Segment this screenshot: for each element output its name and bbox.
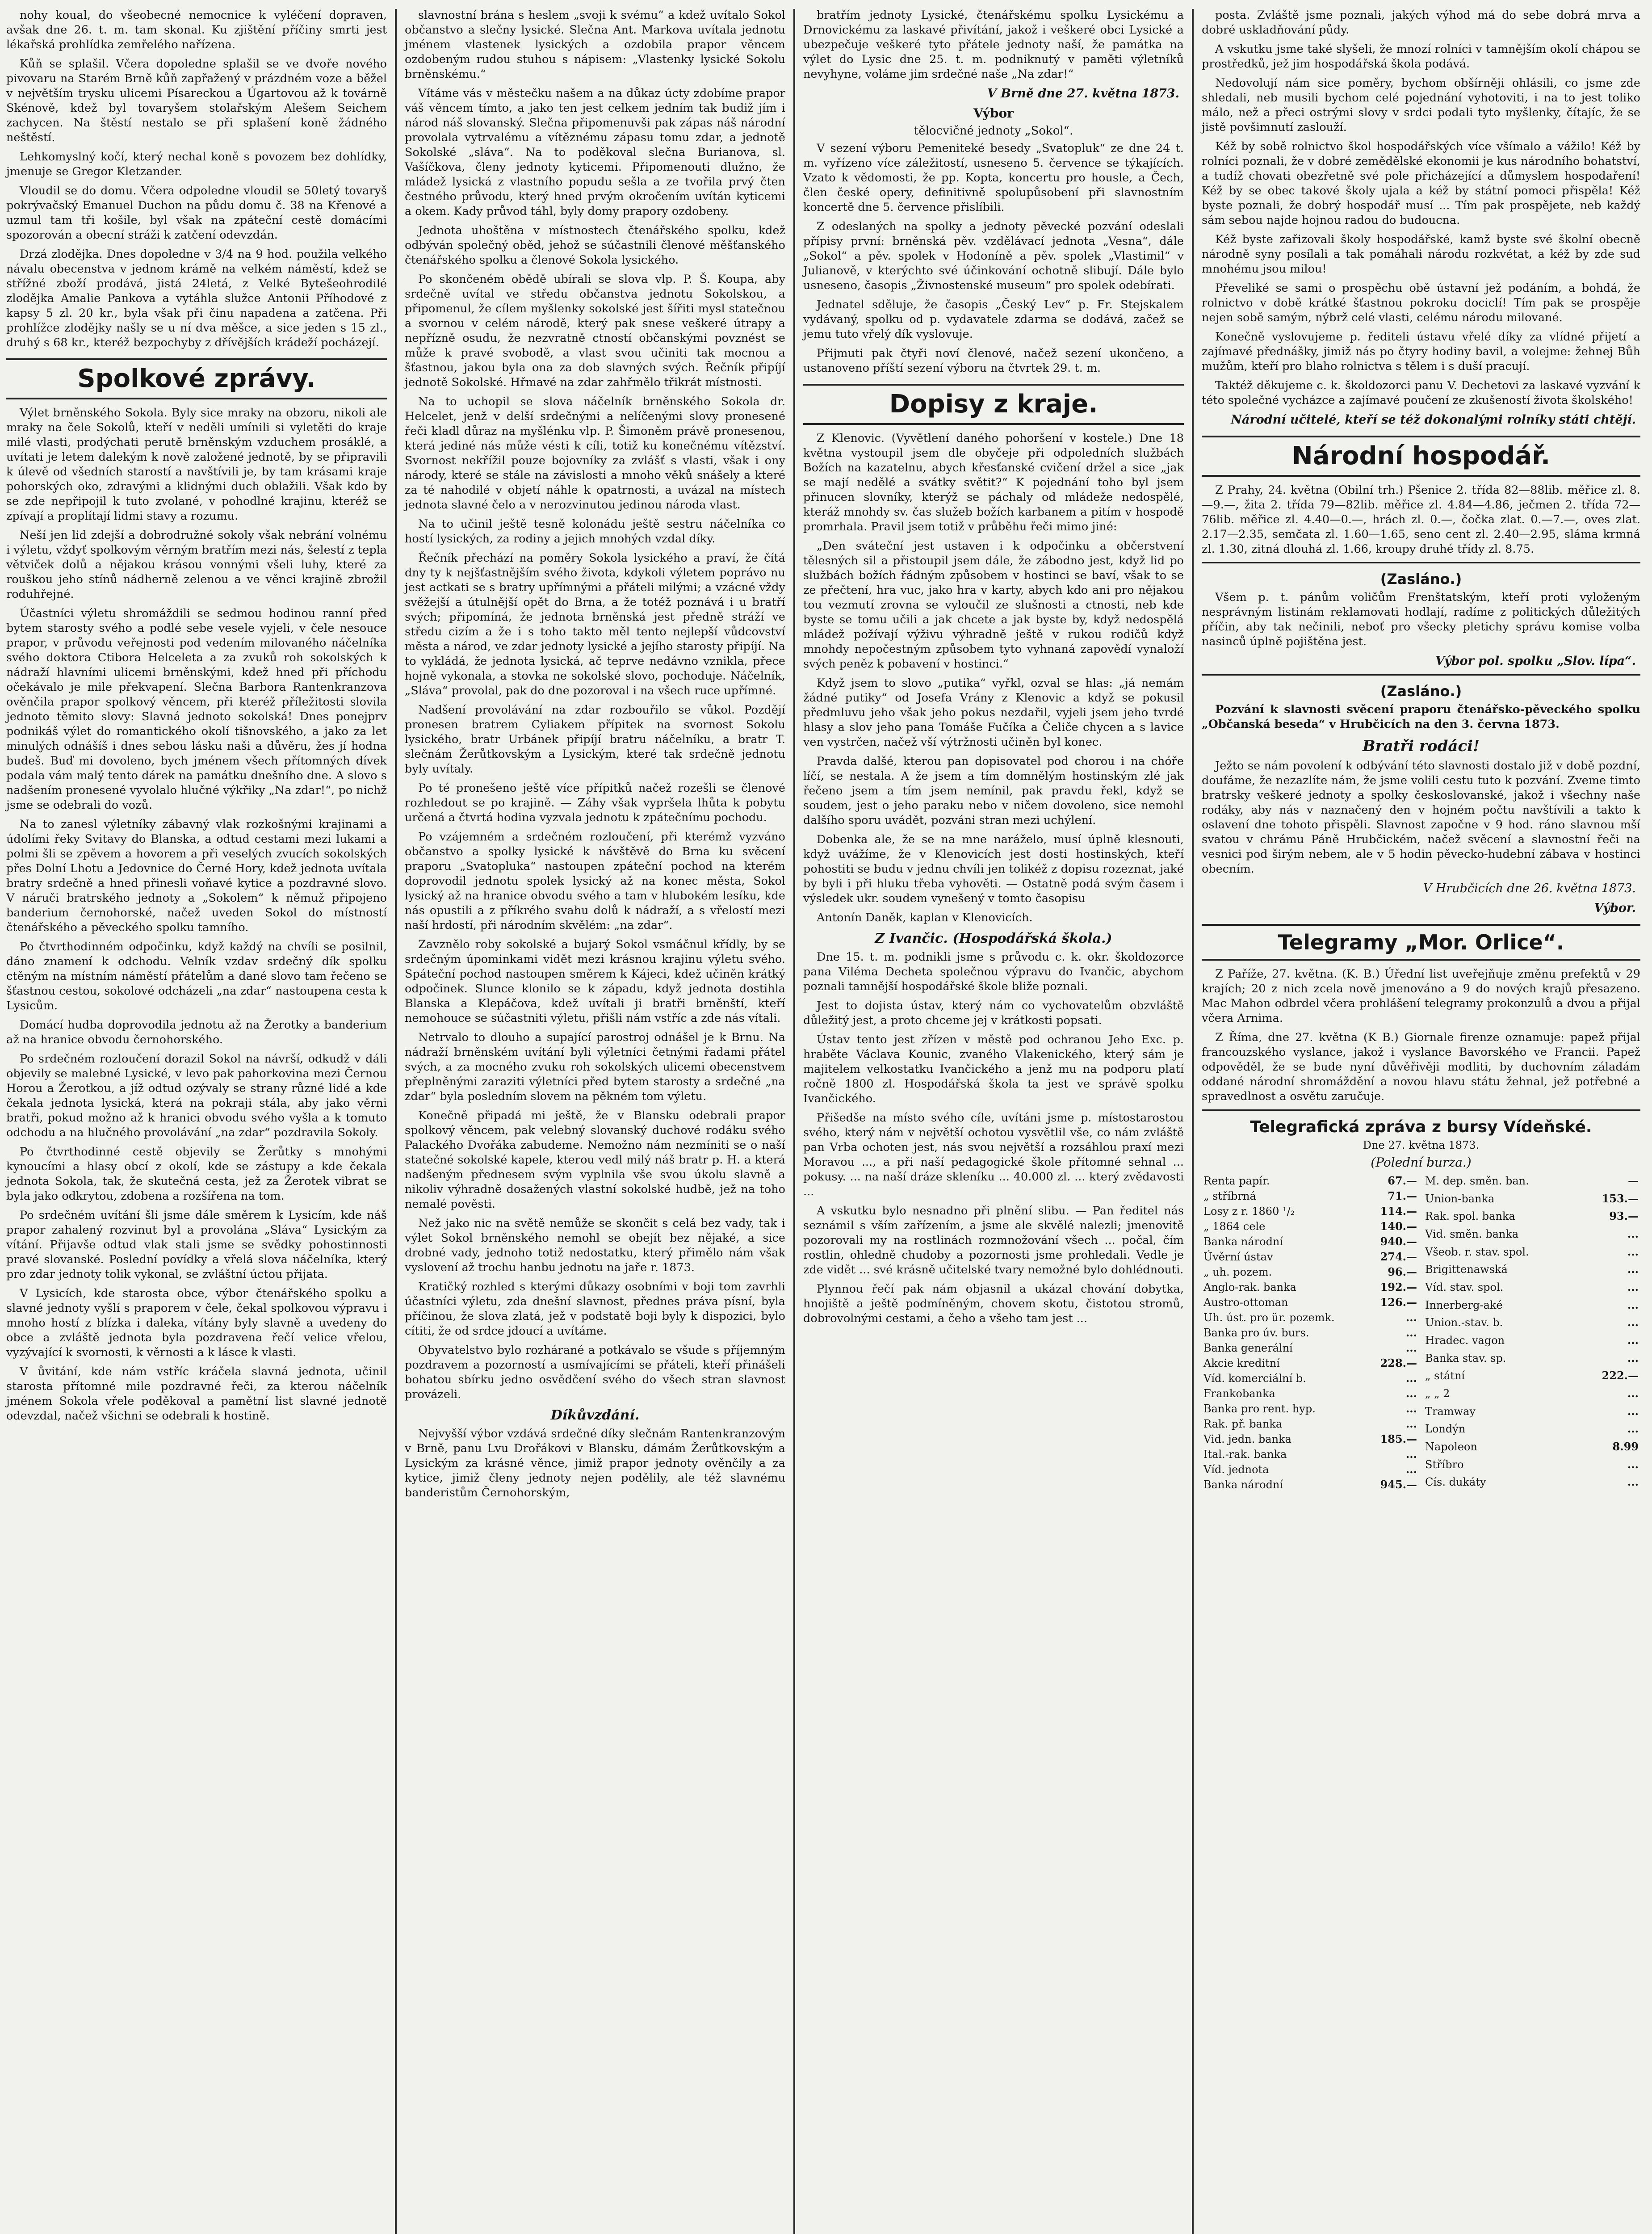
bourse-label: Banka pro úv. burs.: [1203, 1327, 1309, 1339]
column-1: [0, 0, 393, 2234]
news-paragraph: Z odeslaných na spolky a jednoty pěvecké pozvání odeslali přípisy první: brněnská pěv. vzdělávací jednota „Vesna“, dále „Sokol“ a pěv. spolek v Hodoníně a pěv. spolek „Vlastimil“ v Julianově, v kterýchto své účinkování ochotně slibují. Dále bylo usneseno, časopis „Živnostenské museum“ pro spolek odebírati.: [803, 220, 1184, 292]
column-rule: [793, 9, 795, 2234]
bourse-label: Banka národní: [1203, 1235, 1283, 1248]
bourse-label: Akcie kreditní: [1203, 1357, 1280, 1369]
bourse-row: [1202, 1371, 1419, 1386]
bourse-label: Stříbro: [1425, 1458, 1464, 1471]
divider: [1202, 562, 1640, 563]
zaslano-signature-1: Výbor pol. spolku „Slov. lípa“.: [1435, 654, 1636, 668]
news-paragraph: posta. Zvláště jsme poznali, jakých výhod má do sebe dobrá mrva a dobré uskladňování půdy.: [1202, 8, 1640, 37]
column-3: [797, 0, 1190, 2234]
letter-paragraph: A vskutku bylo nesnadno při plnění slibu. — Pan ředitel nás seznámil s vším zařízením, a jsme ale skvělé nalezli; jmenovitě pozorovali my na rostlinách rozmnožování všech ... počal, čím rostlin, ohledně chudoby a pozornosti jsme prohledali. Vedle je zde vidět ... své krásně učitelské tvary nemožné bylo dohlédnouti.: [803, 1204, 1184, 1277]
bourse-label: Ital.-rak. banka: [1203, 1448, 1287, 1461]
bourse-value: 93.—: [1609, 1209, 1639, 1223]
bourse-row: [1423, 1209, 1640, 1226]
letter-paragraph: „Den sváteční jest ustaven i k odpočinku a občerstvení tělesných sil a přistoupil jsem dále, že zábodno jest, když lid po službách božích řádným způsobem v hostinci se baví, však to se ze přečtení, hra vuc, jako hra v karty, abych kdo ani pro nějakou tou vezmutí zrovna se vyloučil ze slušnosti a ctnosti, neb kde byste se tomu učili a jak chcete a jak byste by, když nedospělá mládež požívají výživu výhradně ještě v rukou rodičů když mnohdy nepočestným způsobem tyto vyhnaná zapovědí vynaloží svých peněz k pobavení v hostinci.“: [803, 539, 1184, 671]
bourse-row: [1202, 1204, 1419, 1219]
letters-body: [803, 431, 1184, 925]
bourse-label: „ uh. pozem.: [1203, 1266, 1272, 1278]
bourse-row: [1423, 1298, 1640, 1315]
bourse-row: [1423, 1333, 1640, 1351]
news-paragraph: Obyvatelstvo bylo rozhárané a potkávalo se všude s příjemným pozdravem a pozorností a usmívajícími se přáteli, kteří přinášeli bohatou sbírku jedno osvědčení svého do všech stran slavnost provázeli.: [405, 1344, 785, 1401]
bourse-value: 228.—: [1380, 1356, 1417, 1369]
bourse-value: —: [1628, 1174, 1639, 1187]
bourse-row: [1202, 1249, 1419, 1264]
bourse-row: [1202, 1264, 1419, 1280]
bourse-value: 274.—: [1380, 1250, 1417, 1263]
bourse-row: [1423, 1421, 1640, 1439]
bourse-label: Renta papír.: [1203, 1175, 1270, 1187]
bourse-label: Úvěrní ústav: [1203, 1251, 1273, 1263]
club-news-body: [6, 406, 387, 1424]
news-paragraph: Konečně vyslovujeme p. řediteli ústavu vřelé díky za vlídné přijetí a zajímavé přednášky, jimiž nás po čtyry hodiny bavil, a volejme: žehnej Bůh mužům, kteří pro blaho rolnictva s tělem i s duší pracují.: [1202, 330, 1640, 373]
bourse-row: [1423, 1351, 1640, 1369]
telegram-paragraph: Z Říma, dne 27. května (K B.) Giornale firenze oznamuje: papež přijal francouzského vyslance, jakož i vyslance Bavorského ve Francii. Papež odpověděl, že se bude nyní důvěřivěji modliti, by duchovním záladám oddané národní shromáždění a novou hlavu státu žehnal, jež potřebné a spravedlnost a osvětu zaručuje.: [1202, 1031, 1640, 1103]
letter-paragraph: Jest to dojista ústav, který nám co vychovatelům obzvláště důležitý jest, a proto chceme jej v krátkosti popsati.: [803, 999, 1184, 1027]
thanks-paragraph: Nejvyšší výbor vzdává srdečné díky slečnám Rantenkranzovým v Brně, panu Lvu Drořákovi v Blansku, dámám Žerůtkovským a Lysickým za krásné věnce, jimiž prapor jednoty ověnčily a za kytice, jimiž členy jednoty nejen podělily, ale též slavnému banderistům Černohorským,: [405, 1427, 785, 1499]
bourse-heading: Telegrafická zpráva z bursy Vídeňské.: [1250, 1118, 1592, 1136]
local-news: [6, 8, 387, 350]
news-paragraph: A vskutku jsme také slyšeli, že mnozí rolníci v tamnějším okolí chápou se prostředků, jež jim hospodářská škola podává.: [1202, 42, 1640, 71]
bourse-label: „ státní: [1425, 1369, 1465, 1382]
news-paragraph: Jednota uhoštěna v místnostech čtenářského spolku, kdež odbýván společný oběd, jehož se súčastnili členové měšťanského čtenářského spolku a členové Sokola lysického.: [405, 224, 785, 267]
news-paragraph: slavnostní brána s heslem „svoji k svému“ a kdež uvítalo Sokol občanstvo a slečny lysické. Slečna Ant. Markova uvítala jednotu jménem vlastenek lysických a ozdobila prapor věncem ozdobeným rudou stuhou s nápisem: „Vlastenky lysické Sokolu brněnskému.“: [405, 8, 785, 81]
bourse-label: Cís. dukáty: [1425, 1476, 1486, 1489]
bourse-row: [1423, 1262, 1640, 1280]
ivancic-body: [803, 950, 1184, 1326]
bourse-value: ...: [1405, 1402, 1417, 1415]
zaslano-text-1: Všem p. t. pánům voličům Frenštatským, kteří proti vyloženým nesprávným listinám reklamovati hodlají, radíme z politických důležitých příčin, aby tak nečinili, neboť pro všecky pletichy správu komise volba nasinců úplně pojištěna jest.: [1202, 591, 1640, 648]
bourse-value: ...: [1405, 1387, 1417, 1400]
letter-paragraph: Pravda dalšé, kterou pan dopisovatel pod chorou i na chóře líčí, se nestala. A že jsem a tím domnělým hostinským zlé jak řečeno jsem a tím jsem nemínil, pak pravdu řekl, když se soudem, jest o jeho paraku nebo v ničem dovoleno, sice nemohl dalšího sporu uvádět, pozváni stran mezi uchýlení.: [803, 755, 1184, 827]
bourse-label: „ 1864 cele: [1203, 1220, 1266, 1233]
bourse-row: [1202, 1234, 1419, 1249]
bourse-tables: [1202, 1173, 1640, 1492]
letter-paragraph: Antonín Daněk, kaplan v Klenovicích.: [817, 911, 1033, 924]
section-heading-dopisy: Dopisy z kraje.: [803, 384, 1184, 425]
news-paragraph: Po čtvrthodinném odpočinku, když každý na chvíli se posilnil, dáno znamení k odchodu. Velník vzdav srdečný dík spolku ctěným na místním náměstí přátelům a dané slovo tam řečeno se šťastnou cestou, sokolové odcházeli „na zdar“ nastoupena cesta k Lysicům.: [6, 940, 387, 1012]
news-paragraph: Nadšení provolávání na zdar rozbouřilo se vůkol. Pozdějí pronesen bratrem Cyliakem přípitek na svornost Sokolu lysického, bratr Urbánek připíjí bratru náčelníku, a bratr T. slečnám Žerůtkovským a Lysickým, které tak srdečně jednotu byly uvítaly.: [405, 703, 785, 776]
bourse-label: Banka pro rent. hyp.: [1203, 1403, 1316, 1415]
divider: [1202, 1109, 1640, 1111]
bourse-label: Rak. spol. banka: [1425, 1210, 1515, 1223]
bourse-label: „ stříbrná: [1203, 1190, 1256, 1202]
bourse-value: ...: [1627, 1386, 1639, 1400]
divider: [1202, 674, 1640, 676]
news-paragraph: V ůvitání, kde nám vstříc kráčela slavná jednota, učinil starosta přítomné mile pozdravné řeči, za kterou náčelník jménem Sokola vřele poděkoval a pamětní list slavné jednotě odevzdal, načež všichni se odebrali k hostině.: [6, 1365, 387, 1423]
bourse-label: Losy z r. 1860 ¹/₂: [1203, 1205, 1295, 1218]
bourse-row: [1202, 1340, 1419, 1356]
bourse-label: Víd. komerciální b.: [1203, 1372, 1306, 1385]
news-paragraph: V Lysicích, kde starosta obce, výbor čtenářského spolku a slavné jednoty vyšlí s praporem v čele, čekal spolkovou výpravu i mnoho hostí z blízka i daleka, vítány byly slavně a uvedeny do obce a zvláště jednota byla pozdravena řečí velice vřelou, vyzývající k svornosti, k věrnosti a k lásce k vlasti.: [6, 1287, 387, 1359]
bourse-value: 940.—: [1380, 1235, 1417, 1248]
bourse-table-left: [1202, 1173, 1419, 1492]
column-rule: [1192, 9, 1194, 2234]
news-paragraph: Účastníci výletu shromáždili se sedmou hodinou ranní před bytem starosty svého a podlé sebe vesele vyjeli, v čele nesouce prapor, v průvodu veřejnosti pod vedením milovaného náčelníka svého doktora Ctibora Helceleta a za zvuků roh sokolských k nádraží hlavními ulicemi brněnskými, kdež hned při příchodu očekávalo je mile překvapení. Slečna Barbora Rantenkranzova ověnčila prapor spolkový věncem, při kteréž příležitosti slovila jednoto těmito slovy: Slavná jednoto sokolská! Dnes ponejprv podnikáš výlet do romantického okolí tišnovského, a jako za let minulých odnášíš i dnes sebou lásku naši a důvěru, žes jí hodna budeš. Buď mi dovoleno, bych jménem všech přítomných dívek podala vám malý tento dárek na památku dnešního dne. A slovo s nadšením pronesené vyvolalo hlučné výkřiky „Na zdar!“, po nichž jsme se odebrali do vozů.: [6, 607, 387, 812]
bourse-date: Dne 27. května 1873.: [1363, 1139, 1480, 1151]
bourse-row: [1202, 1280, 1419, 1295]
bourse-row: [1202, 1295, 1419, 1310]
news-paragraph: Převeliké se sami o prospěchu obě ústavní jež podáním, a bohdá, že rolnictvo v době krátké šťastnou pokroku dociclí! Tím pak se prospěje nejen sobě samým, nýbrž celé vlasti, celému národu milované.: [1202, 281, 1640, 324]
bourse-value: ...: [1627, 1457, 1639, 1471]
bourse-label: Napoleon: [1425, 1440, 1477, 1453]
section-heading-telegramy: Telegramy „Mor. Orlice“.: [1202, 924, 1640, 961]
thanks-heading: Díkůvzdání.: [550, 1407, 640, 1423]
news-paragraph: Kratičký rozhled s kterými důkazy osobními v boji tom zavrhli účastníci výletu, zda dnešní slavnost, přednes práva písní, byla příčinou, že slova zlatá, jež v podstatě boji byly k dispozici, bylo cítiti, že od srdce jdoucí a uvítáme.: [405, 1280, 785, 1338]
bourse-row: [1423, 1315, 1640, 1333]
bourse-row: [1423, 1280, 1640, 1298]
bourse-row: [1202, 1477, 1419, 1492]
bourse-label: Banka národní: [1203, 1478, 1283, 1491]
news-paragraph: Jednatel sděluje, že časopis „Český Lev“ p. Fr. Stejskalem vydávaný, spolku od p. vydavatele zdarma se dodává, začež se jemu tuto vřelý dík vyslovuje.: [803, 298, 1184, 341]
bourse-label: Vid. jedn. banka: [1203, 1433, 1291, 1445]
bourse-label: Hradec. vagon: [1425, 1334, 1505, 1347]
bourse-value: ...: [1627, 1351, 1639, 1365]
news-paragraph: Domácí hudba doprovodila jednotu až na Žerotky a banderium až na hranice obvodu černohorského.: [6, 1018, 387, 1046]
bourse-value: ...: [1627, 1316, 1639, 1329]
bourse-row: [1202, 1432, 1419, 1447]
bourse-row: [1423, 1226, 1640, 1244]
bourse-row: [1202, 1188, 1419, 1204]
bourse-value: 96.—: [1388, 1265, 1417, 1278]
bourse-label: Banka stav. sp.: [1425, 1352, 1506, 1365]
thanks-continuation: [803, 8, 1184, 82]
letter-paragraph: Z Klenovic. (Vyvětlení daného pohoršení v kostele.) Dne 18 května vystoupil jsem dle obyčeje při odpoledních službách Božích na kazatelnu, abych křesťanské cvičení držel a sice „jak se mají nedělé a svátky světit?“ K pojednání toho byl jsem přinucen slovníky, kterýž se páchaly od mládeže nedospělé, kteráž mnohdy sv. čas služeb božích karbanem a pitím v hospodě promrhala. Pravil jsem totiž v průběhu řeči mimo jiné:: [803, 432, 1184, 533]
bourse-label: Vid. směn. banka: [1425, 1227, 1519, 1240]
bourse-row: [1202, 1401, 1419, 1416]
bourse-label: Uh. úst. pro ür. pozemk.: [1203, 1311, 1335, 1324]
bourse-value: ...: [1405, 1372, 1417, 1385]
bourse-row: [1423, 1404, 1640, 1422]
news-paragraph: Řečník přechází na poměry Sokola lysického a praví, že čítá dny ty k nejšťastnějším svého života, kdykoli výletem poprávo nu jest actkati se s bratry upřímnými a přáteli milými; a vzácné vždy svěžejší a útulnější opět do Brna, a že totéž poznává i u bratří svých; připomíná, že jednota brněnská jest předně stráží ve středu cizím a že i s toho takto měl tento nejlepší vůdcovství města a národ, ve zdar jednoty lysické a jejího starosty připíjí. Na to vykládá, že jednota lysická, ač teprve nedávno vznikla, přece hojně vykonala, a stovka ne sokolské slovo, pochoduje. Náčelník, „Sláva“ provolal, pak do dne pozoroval i na všech ruce upřímné.: [405, 551, 785, 697]
market-report: Z Prahy, 24. května (Obilní trh.) Pšenice 2. třída 82—88lib. měřice zl. 8.—9.—, žita 2. třída 79—82lib. měřice zl. 4.84—4.86, ječmen 2. třída 72—76lib. měřice zl. 4.40—0.—, hrách zl. 0.—, čočka zlat. 0.—7.—, oves zlat. 2.17—2.35, semčata zl. 1.60—1.65, seno cent zl. 2.40—2.95, sláma krmná zl. 1.30, zitná dlouhá zl. 1.66, kroupy druhé třídy zl. 8.75.: [1202, 483, 1640, 556]
bourse-value: ...: [1405, 1417, 1417, 1430]
bourse-value: ...: [1405, 1326, 1417, 1339]
bourse-value: ...: [1627, 1280, 1639, 1293]
bourse-row: [1423, 1191, 1640, 1209]
news-paragraph: Drzá zlodějka. Dnes dopoledne v 3/4 na 9 hod. použila velkého návalu obecenstva v jednom krámě na velkém náměstí, kdež se střížné zboží prodává, jistá 24letá, z Velké Bytešeohrodilé zlodějka Amalie Pankova a vytáhla služce Antonii Příhodové z kapsy 5 zl. 20 kr., byla však při činu napadena a zatčena. Při prohlížce zlodějky našly se u ní dva měšce, a sice jeden s 15 zl., druhý s 68 kr., kteréž bezpochyby z dřívějších krádeží pocházejí.: [6, 248, 387, 349]
news-paragraph: Zavznělo roby sokolské a bujarý Sokol vsmáčnul křídly, by se srdečným úpominkami vidět mezi krásnou krajinu výletu svého. Spáteční pochod nastoupen směrem k Kájeci, kdež učiněn krátký odpočinek. Slunce klonilo se k západu, když jednota dostihla Blanska a Klepáčova, kdež uvítali ji bratři brněnští, kteří nemohouce se súčastniti výletu, přišli nám vstříc a zde nás vítali.: [405, 938, 785, 1025]
bourse-label: Všeob. r. stav. spol.: [1425, 1245, 1529, 1258]
bourse-table-right: [1423, 1173, 1640, 1492]
news-paragraph: Kéž byste zařizovali školy hospodářské, kamž byste své školní obecně národně syny posílali a tak pomáhali národu rozkvétat, a kéž by zde sud mnohému jsou milou!: [1202, 233, 1640, 276]
bourse-value: 71.—: [1388, 1189, 1417, 1202]
column-4: [1195, 0, 1647, 2234]
zaslano-body-2: Ježto se nám povolení k odbývání této slavnosti dostalo již v době pozdní, doufáme, že nezazlíte nám, že jsme volili cestu tuto k pozvání. Zveme timto bratrsky veškeré jednoty a spolky českoslovanské, jakož i všechny naše rodáky, aby nás v naznačený den v hojném počtu navštívili a takto k oslavení dne tohoto přispěli. Slavnost započne v 9 hod. ráno slavnou mší svatou v chrámu Páně Hrubčickém, načež svěcení a slavnostní řeči na vesnici pod širým nebem, ale v 5 hodin pěvecko-hudební zábava v hostinci obecním.: [1202, 759, 1640, 876]
signature-committee: Výbor: [973, 106, 1014, 121]
zaslano-invite: Pozvání k slavnosti svěcení praporu čtenářsko-pěveckého spolku „Občanská beseda“ v Hrubčicích na den 3. června 1873.: [1202, 703, 1640, 731]
news-paragraph: Neší jen lid zdejší a dobrodružné sokoly však nebrání volnému i výletu, vždyť spolkovým věrným bratřím mezi nás, šelestí z tepla větviček dolů a nějakou krásou vonnými všeli luhy, které za rouškou jeho stínů nádherně zelenou a ve věnci krajině zbrožil roduhřejné.: [6, 529, 387, 601]
bourse-label: Innerberg-aké: [1425, 1298, 1503, 1311]
news-paragraph: Na to učinil ještě tesně kolonádu ještě sestru náčelníka co hostí lysických, za rodiny a jejich mnohých vzdal díky.: [405, 517, 785, 546]
column-rule: [395, 9, 397, 2234]
bourse-value: 153.—: [1602, 1192, 1639, 1205]
bourse-row: [1202, 1356, 1419, 1371]
bourse-label: Víd. stav. spol.: [1425, 1281, 1504, 1293]
bourse-row: [1202, 1325, 1419, 1340]
news-paragraph: nohy koual, do všeobecné nemocnice k vyléčení dopraven, avšak dne 26. t. m. tam skonal. Ku zjištění příčiny smrti jest lékařská prohlídka zemřelého nařízena.: [6, 8, 387, 51]
news-paragraph: Nedovolují nám sice poměry, bychom obšírněji ohlásili, co jsme zde shledali, neb musili bychom celé pojednání vyhotoviti, i na to jest toliko málo, než a přeci ostrými slovy v srdci podali tyto myšlenky, čítajíc, že se jistě povšimnutí zaslouží.: [1202, 76, 1640, 134]
column-2: [398, 0, 792, 2234]
bourse-row: [1423, 1474, 1640, 1492]
bourse-value: 222.—: [1602, 1369, 1639, 1382]
letter-paragraph: Přišedše na místo svého cíle, uvítáni jsme p. místostarostou svého, který nám v největší ochotou vysvětlil vše, co nám zvláště pan Vrba ochoten jest, nás svou největší a rozsáhlou praxí mezi Moravou ..., a při naší pedagogické škole přítomné sehnal ... pokusy. ... na naší dráze skleníku ... 40.000 zl. ... který zvědavosti ...: [803, 1111, 1184, 1198]
bourse-row: [1423, 1439, 1640, 1457]
letter-paragraph: Dobenka ale, že se na mne naráželo, musí úplně klesnouti, když uvážíme, že v Klenovicích jest dosti hostinských, kteří pohostiti se budu v jednu chvíli jen tolikéž z dopisu rozeznat, jaké by byli i při hluku třeba vyhověti. — Ostatně podá svým časem i výsledek ukr. soudem vynešený v tomto časopisu: [803, 833, 1184, 905]
bourse-label: Austro-ottoman: [1203, 1296, 1288, 1309]
news-paragraph: Přijmuti pak čtyři noví členové, načež sezení ukončeno, a ustanoveno příští sezení výboru na čtvrtek 29. t. m.: [803, 347, 1184, 375]
bourse-label: Tramway: [1425, 1405, 1476, 1418]
sokol-trip-report: [405, 8, 785, 1402]
bourse-row: [1202, 1386, 1419, 1401]
bourse-row: [1202, 1310, 1419, 1325]
section-heading-narodni-hospodar: Národní hospodář.: [1202, 436, 1640, 477]
letter-paragraph: Když jsem to slovo „putika“ vyřkl, ozval se hlas: „já nemám žádné putiky“ od Josefa Vrány z Klenovic a když se pokusil předmluvu jeho však jeho pokus nezdařil, vyjeli jsem jeho tvrdé hlasy a slov jeho pana Tomáše Fučíka a Čeliče chycen a s lavice ven vystrčen, načež vší výtržnosti učiněn byl konec.: [803, 676, 1184, 749]
bourse-value: ...: [1627, 1245, 1639, 1258]
bourse-value: 8.99: [1612, 1440, 1639, 1453]
news-paragraph: Po té pronešeno ještě více přípitků načež rozešli se členové rozhledout se po krajině. — Záhy však vypršela lhůta k pobytu určená a čtvrtá hodina vyzvala jednotu k zpátečnímu pochodu.: [405, 781, 785, 824]
bourse-value: 67.—: [1388, 1174, 1417, 1187]
news-paragraph: Kéž by sobě rolnictvo škol hospodářských více všímalo a vážilo! Kéž by rolníci poznali, že v dobré zemědělské ekonomii je kus národního bohatství, a tudíž chovati obezřetně své pole přicházející a důmyslem hospodaření! Kéž by se obec takové školy ujala a kéž by státní pomoci přispěla! Kéž byste poznali, že dobrý hospodář musí ... Tím pak prospějete, neb každý sám sebou najde hojnou radou do budoucna.: [1202, 140, 1640, 227]
bourse-label: Londýn: [1425, 1423, 1466, 1436]
letter-paragraph: Ústav tento jest zřízen v městě pod ochranou Jeho Exc. p. hraběte Václava Kounic, zvaného Vlakenického, který sám je majitelem velkostatku Ivančického a jenž mu na podporu platí ročně 1800 zl. Hospodářská škola ta jest ve správě spolku Ivančického.: [803, 1033, 1184, 1105]
bourse-row: [1423, 1386, 1640, 1404]
bourse-value: 945.—: [1380, 1478, 1417, 1491]
bourse-row: [1423, 1457, 1640, 1475]
bourse-value: 140.—: [1380, 1220, 1417, 1233]
bourse-row: [1202, 1447, 1419, 1462]
bourse-value: ...: [1627, 1298, 1639, 1311]
bourse-label: M. dep. směn. ban.: [1425, 1175, 1529, 1187]
bourse-value: ...: [1627, 1475, 1639, 1489]
bourse-value: 114.—: [1380, 1205, 1417, 1218]
ivancic-heading: Z Ivančic. (Hospodářská škola.): [875, 931, 1112, 946]
bourse-value: ...: [1405, 1448, 1417, 1461]
news-paragraph: Kůň se splašil. Včera dopoledne splašil se ve dvoře nového pivovaru na Starém Brně kůň zapřažený v prázdném voze a běžel v největším trysku ulicemi Písareckou a Úgartovou až k továrně Skénově, kdež byl tovaryšem stolařským Alešem Seichem zachycen. Na štěstí nestalo se při splašení koně žádného neštěstí.: [6, 57, 387, 144]
zaslano-heading-2: (Zasláno.): [1380, 683, 1462, 700]
news-paragraph: Na to uchopil se slova náčelník brněnského Sokola dr. Helcelet, jenž v delší srdečnými a nelíčenými slovy pronesené řeči kladl důraz na myšlénku vlp. P. Šimoněm právě pronesenou, která jediné nás může vésti k cíli, totiž ku konečnému vítězství. Svornost nekřížil pouze bojovníky za zvlášť s vlasti, však i ony národy, které se stále na závislosti a mnoho věků snášely a které za té nahodilé v objetí náhle k opatrnosti, a uvázal na místech jednota slavné čelo a v nerozvinutou jedinou národa vlast.: [405, 395, 785, 512]
news-paragraph: Po vzájemném a srdečném rozloučení, při kterémž vyzváno občanstvo a spolky lysické k návštěvě do Brna ku svěcení praporu „Svatopluka“ nastoupen zpáteční pochod na kterém doprovodil jednotu spolek lysický až na konec města, Sokol lysický až na hranice obvodu svého a tam v hlubokém lesíku, kde nás opustili a z příkrého svahu dolů k nádraží, a s vřelostí mezi naší hrdostí, při národním skvělém: „na zdar“.: [405, 830, 785, 932]
bourse-value: ...: [1405, 1341, 1417, 1354]
bourse-subhead: (Polední burza.): [1371, 1155, 1472, 1170]
news-paragraph: Po skončeném obědě ubírali se slova vlp. P. Š. Koupa, aby srdečně uvítal ve středu občanstva jednotu Sokolskou, a připomenul, že cílem myšlenky sokolské jest šířiti mysl statečnou a svornou v celém národě, který pak snese veškeré útrapy a nepřízně osudu, že nezvratně ctností občanskými povznést se může k pravé svobodě, a vlast svou učiniti tak mocnou a šťastnou, jakou byla ona za dob slavných svých. Řečník připíjí jednotě Sokolské. Hřmavé na zdar zahřmělo třikrát místnosti.: [405, 273, 785, 389]
signature-teachers: Národní učitelé, kteří se též dokonalými rolníky státi chtějí.: [1231, 413, 1636, 427]
bourse-row: [1423, 1368, 1640, 1386]
bourse-label: Union-banka: [1425, 1192, 1495, 1205]
bourse-value: ...: [1405, 1463, 1417, 1476]
bourse-value: ...: [1627, 1263, 1639, 1276]
bourse-value: ...: [1627, 1422, 1639, 1436]
bourse-label: Víd. jednota: [1203, 1463, 1269, 1476]
bourse-label: Frankobanka: [1203, 1387, 1275, 1400]
bourse-label: Union.-stav. b.: [1425, 1316, 1503, 1329]
news-paragraph: Než jako nic na světě nemůže se skončit s celá bez vady, tak i výlet Sokol brněnského nemohl se obejít bez nějaké, a sice drobné vady, jednoho totiž nedostatku, který přimělo nám však vyslovení až trochu hanbu jednotu na jaře r. 1873.: [405, 1217, 785, 1274]
brothers-heading: Bratři rodáci!: [1363, 737, 1480, 755]
news-paragraph: Vloudil se do domu. Včera odpoledne vloudil se 50letý tovaryš pokrývačský Emanuel Duchon na půdu domu č. 38 na Křenové a uzmul tam tři košile, byl však na zpáteční cestě domácími spozorován a obecní stráži k zatčení odevzdán.: [6, 184, 387, 242]
bourse-row: [1202, 1462, 1419, 1477]
letter-paragraph: Dne 15. t. m. podnikli jsme s průvodu c. k. okr. školdozorce pana Viléma Decheta společnou výpravu do Ivančic, abychom poznali tamnější hospodářské škole bliže poznali.: [803, 950, 1184, 993]
bourse-value: ...: [1405, 1311, 1417, 1324]
news-paragraph: bratřím jednoty Lysické, čtenářskému spolku Lysickému a Drnovickému za laskavé přivítání, jakož i veškeré obci Lysické a ubezpečuje veškeré tyto přátele jednoty naší, že památka na výlet do Lysic dne 25. t. m. podniknutý v paměti výletníků nevyhyne, voláme jim srdečné naše „Na zdar!“: [803, 8, 1184, 81]
news-paragraph: Po srdečném rozloučení dorazil Sokol na návrší, odkudž v dáli objevily se malebné Lysické, v levo pak pahorkovina mezi Černou Horou a Žerotkou, a jíž odtud ozývaly se strany různé lidé a kde čekala jednota lysická, která na pokraji stála, aby jako věrni bratři, pokud možno až k hranici obvodu svého vyšla a k tomuto odchodu a na hlučného provolávání „na zdar“ pozdravila Sokoly.: [6, 1052, 387, 1139]
bourse-row: [1423, 1244, 1640, 1262]
section-heading-spolkove-zpravy: Spolkové zprávy.: [6, 358, 387, 399]
bourse-value: 192.—: [1380, 1281, 1417, 1293]
bourse-label: Anglo-rak. banka: [1203, 1281, 1296, 1293]
bourse-label: Banka generální: [1203, 1342, 1293, 1354]
zaslano-signature-2: Výbor.: [1594, 901, 1636, 915]
bourse-label: Brigittenawská: [1425, 1263, 1508, 1276]
bourse-row: [1202, 1173, 1419, 1188]
bourse-value: 185.—: [1380, 1432, 1417, 1445]
signature-committee-sub: tělocvičné jednoty „Sokol“.: [914, 124, 1073, 138]
bourse-label: „ „ 2: [1425, 1387, 1450, 1400]
place-date: V Brně dne 27. května 1873.: [987, 87, 1179, 101]
news-paragraph: V sezení výboru Pemeniteké besedy „Svatopluk“ ze dne 24 t. m. vyřízeno více záležitostí, usneseno 5. července se týkajících. Vzato k vědomosti, že pp. Kopta, koncertu pro housle, a Čech, člen české opery, definitivně spolupůsobení při slavnostním koncertě dne 5. července přislíbili.: [803, 142, 1184, 214]
zaslano-heading-1: (Zasláno.): [1380, 571, 1462, 588]
news-paragraph: Taktéž děkujeme c. k. školdozorci panu V. Dechetovi za laskavé vyzvání k této společné vycházce a zajímavé poučení ze zkušeností života školského!: [1202, 379, 1640, 407]
letter-paragraph: Plynnou řečí pak nám objasnil a ukázal chování dobytka, hnojiště a ještě podmíněným, chovem skotu, čistotou stromů, dobrovolnými cestami, a čeho a všeho tam jest ...: [803, 1282, 1184, 1325]
news-paragraph: Po čtvrthodinné cestě objevily se Žerůtky s mnohými kynoucími a hlasy obcí z okolí, kde se zástupy a kde čekala jednota Sokola, tak, že skutečná cesta, jež za Žerotek vibrat se byla jako odkrytou, zdobena a rozšířena na tom.: [6, 1145, 387, 1203]
news-paragraph: Netrvalo to dlouho a supající parostroj odnášel je k Brnu. Na nádraží brněnském uvítání byli výletníci četnými řadami přátel svých, a za mocného zvuku roh sokolských ulicemi obecenstvem přeplněnými zaraziti výletníci před bytem starosty a srdečné „na zdar“ byla posledním slovem na pěkném tom výletu.: [405, 1031, 785, 1103]
bourse-value: 126.—: [1380, 1296, 1417, 1309]
svatopluk-meeting: [803, 141, 1184, 376]
bourse-label: Rak. př. banka: [1203, 1418, 1283, 1430]
zaslano-date-2: V Hrubčicích dne 26. května 1873.: [1423, 882, 1636, 895]
bourse-row: [1423, 1173, 1640, 1191]
bourse-row: [1202, 1219, 1419, 1234]
news-paragraph: Na to zanesl výletníky zábavný vlak rozkošnými krajinami a údolími řeky Svitavy do Blanska, a odtud cestami mezi lukami a polmi šli se zpěvem a hovorem a při veselých zvucích sokolských přes Dolní Lhotu a Jedovnice do Černé Hory, kdež jednota uvítala bratry srdečně a hned přinesli voňavé kytice a pozdravné slovo. V náruči bratrského jednoty a „Sokolem“ k němuž připojeno banderium černohorské, načež uveden Sokol do místností čtenářského a pěveckého spolku tamního.: [6, 818, 387, 934]
school-report-end: [1202, 8, 1640, 408]
telegram-paragraph: Z Paříže, 27. května. (K. B.) Úřední list uveřejňuje změnu prefektů v 29 krajích; 20 z nich zcela nově jmenováno a 9 do nových krajů přesazeno. Mac Mahon odbrdel včera prohlášení telegramy prokonzulů a dvou a přijal včera Arnima.: [1202, 967, 1640, 1025]
news-paragraph: Vítáme vás v městečku našem a na důkaz úcty zdobíme prapor váš věncem tímto, a jako ten jest celkem jedním tak budiž jím i národ náš slovanský. Slečna připomenuvši pak zápas náš národní provolala vytrvalému a vítěznému zápasu tomu zdar, a jednotě Sokolské „sláva“. Na to poděkoval slečna Burianova, sl. Vašíčkova, členy jednoty kyticemi. Připomenouti dlužno, že mládež lysická z vlastního popudu sešla a ze tvořila prvý čten čestného průvodu, který hned prvým okročením uvítán kyticemi a okem. Kady průvod táhl, byly domy prapory ozdobeny.: [405, 87, 785, 218]
bourse-value: ...: [1627, 1333, 1639, 1347]
news-paragraph: Výlet brněnského Sokola. Byly sice mraky na obzoru, nikoli ale mraky na čele Sokolů, kteří v neděli umínili si vyletěti do kraje milé vlasti, prodýchati perutě brněnským vzduchem prosáklé, a uvítati je letem dalekým k nově založené jednotě, by se připravili k úlevě od všedních starostí a navštívili je, by tam krásami kraje pohorských oko, zdravými a klidnými duch oblažili. Však kdo by se zde nepřipojil k tuto zvolané, v pohodlné krajinu, kteréž se zpívají a proplítají lidmi stavy a rozumu.: [6, 406, 387, 523]
news-paragraph: Lehkomyslný kočí, který nechal koně s povozem bez dohlídky, jmenuje se Gregor Kletzander.: [6, 150, 387, 178]
telegrams-body: [1202, 967, 1640, 1104]
news-paragraph: Konečně připadá mi ještě, že v Blansku odebrali prapor spolkový věncem, pak velebný slovanský duchové rodáku svého Palackého Dvořáka zabudeme. Nemožno nám nezmíniti se o naší statečné sokolské kapele, kterou vedl milý náš bratr p. H. a která nadšeným přednesem svým vyplnila vše svou úkolu slavně a nikoliv výhradně dosažených vlastní sokolské hudbě, jež na toho nemalé pověsti.: [405, 1109, 785, 1211]
bourse-row: [1202, 1416, 1419, 1432]
bourse-value: ...: [1627, 1227, 1639, 1240]
bourse-value: ...: [1627, 1404, 1639, 1418]
news-paragraph: Po srdečném uvítání šli jsme dále směrem k Lysicím, kde náš prapor zahalený rozvinut byl a provolána „Sláva“ Lysickým za vítání. Přijavše odtud vlak stali jsme se svědky pohostinnosti pravé slovanské. Poslední povídky a vřelá slova náčelníka, který pro zdar jednoty tolik vykonal, se zvláštní úctou přijata.: [6, 1209, 387, 1281]
